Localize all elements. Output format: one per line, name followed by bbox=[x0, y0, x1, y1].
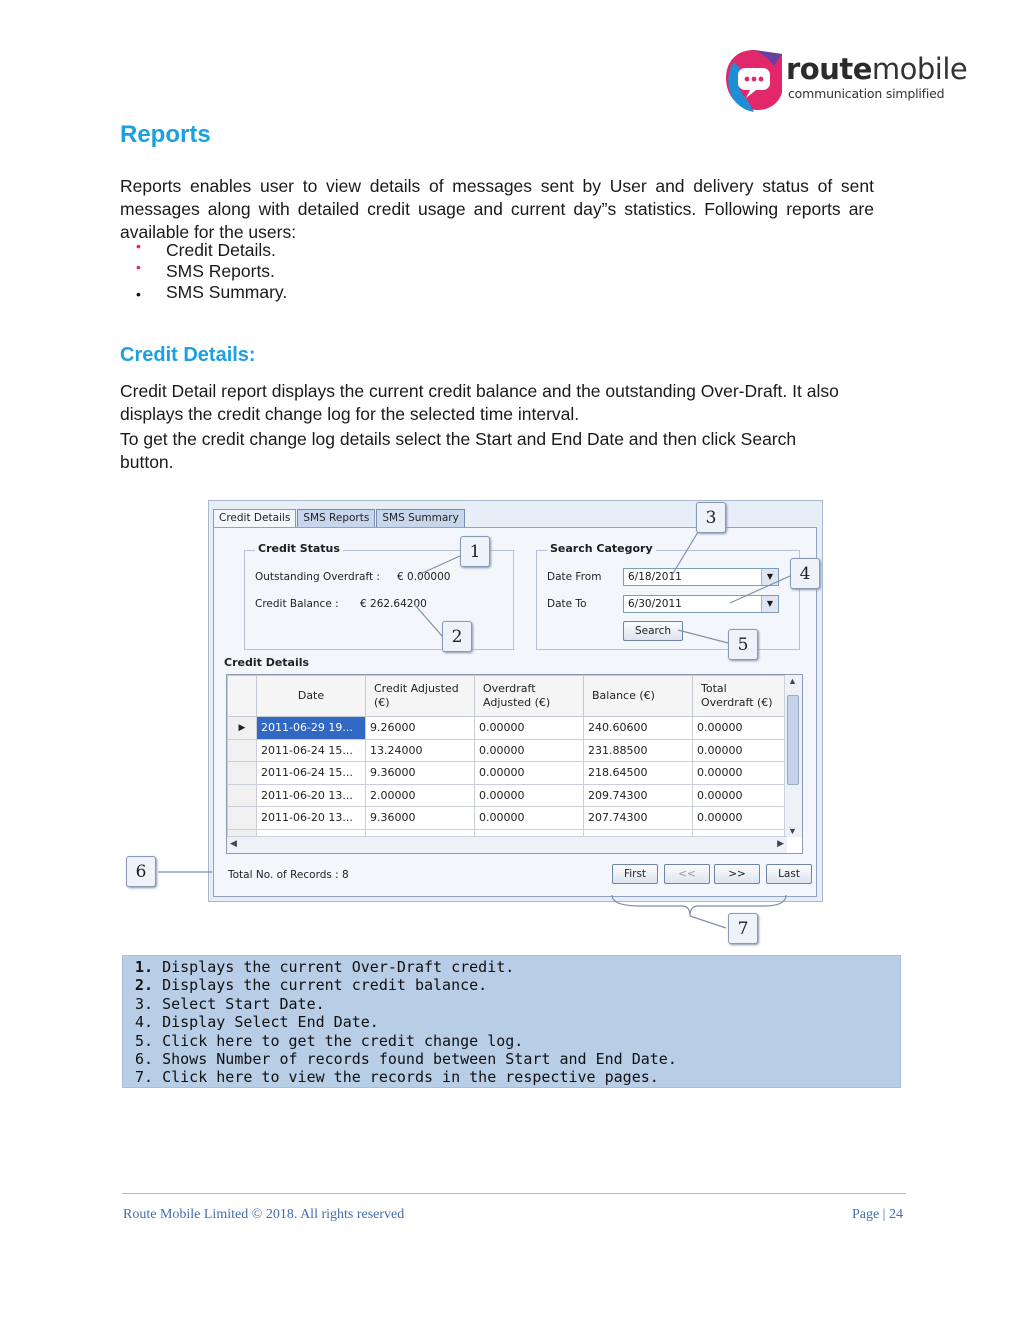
table-cell[interactable]: 13.24000 bbox=[366, 739, 475, 762]
table-cell[interactable]: 0.00000 bbox=[475, 739, 584, 762]
legend-line: 2. Displays the current credit balance. bbox=[135, 976, 488, 995]
callout-2: 2 bbox=[442, 621, 472, 652]
table-cell[interactable]: 218.64500 bbox=[584, 762, 693, 785]
next-page-button[interactable]: >> bbox=[714, 864, 760, 884]
date-from-label: Date From bbox=[547, 571, 602, 583]
tab-sms-summary[interactable]: SMS Summary bbox=[376, 509, 464, 528]
tab-sms-reports[interactable]: SMS Reports bbox=[297, 509, 375, 528]
callout-4: 4 bbox=[790, 558, 820, 589]
table-cell[interactable]: 0.00000 bbox=[693, 739, 786, 762]
bullet-icon: • bbox=[136, 259, 141, 275]
credit-details-heading: Credit Details: bbox=[120, 344, 256, 366]
credit-details-instructions: To get the credit change log details select the Start and End Date and then click Search button. bbox=[120, 429, 797, 472]
scroll-up-icon[interactable]: ▲ bbox=[788, 676, 797, 686]
table-cell[interactable]: 2011-06-29 19... bbox=[257, 717, 366, 740]
footer-page-number: Page | 24 bbox=[851, 1207, 903, 1222]
tab-credit-details[interactable]: Credit Details bbox=[213, 509, 296, 528]
last-page-button[interactable]: Last bbox=[766, 864, 812, 884]
table-cell[interactable]: 2.00000 bbox=[366, 784, 475, 807]
table-cell[interactable]: 9.26000 bbox=[366, 717, 475, 740]
callout-legend bbox=[122, 955, 901, 1088]
callout-7: 7 bbox=[728, 913, 758, 944]
callout-6: 6 bbox=[126, 856, 156, 887]
table-cell[interactable]: 0.00000 bbox=[475, 717, 584, 740]
legend-line: 7. Click here to view the records in the respective pages. bbox=[135, 1068, 659, 1087]
balance-label: Credit Balance : bbox=[255, 598, 339, 610]
table-cell[interactable]: 9.36000 bbox=[366, 762, 475, 785]
table-cell[interactable]: 207.74300 bbox=[584, 807, 693, 830]
footer-divider bbox=[122, 1193, 906, 1194]
table-cell[interactable]: 209.74300 bbox=[584, 784, 693, 807]
total-records: Total No. of Records : 8 bbox=[228, 869, 349, 881]
reports-heading: Reports bbox=[120, 121, 211, 148]
date-to-label: Date To bbox=[547, 598, 587, 610]
scroll-right-icon[interactable]: ▶ bbox=[777, 838, 784, 848]
list-item: • SMS Reports. bbox=[136, 259, 275, 281]
table-cell[interactable]: 9.36000 bbox=[366, 807, 475, 830]
credit-details-desc: Credit Detail report displays the current credit balance and the outstanding Over-Draft. It also displays the credit change log for the selected time interval. bbox=[120, 381, 839, 424]
scroll-down-icon[interactable]: ▼ bbox=[788, 826, 797, 836]
table-cell[interactable]: 0.00000 bbox=[475, 762, 584, 785]
column-header[interactable]: Balance (€) bbox=[584, 676, 693, 717]
table-cell[interactable]: 0.00000 bbox=[475, 807, 584, 830]
scroll-left-icon[interactable]: ◀ bbox=[230, 838, 237, 848]
balance-value: € 262.64200 bbox=[360, 598, 427, 610]
logo-tagline: communication simplified bbox=[788, 86, 945, 101]
column-header[interactable]: Date bbox=[257, 676, 366, 717]
bullet-icon: • bbox=[136, 238, 141, 254]
table-cell[interactable]: 240.60600 bbox=[584, 717, 693, 740]
callout-3: 3 bbox=[696, 502, 726, 533]
table-cell[interactable]: 0.00000 bbox=[693, 717, 786, 740]
list-item: • SMS Summary. bbox=[130, 282, 287, 303]
current-row-arrow-icon[interactable]: ▶ bbox=[228, 717, 257, 740]
table-cell[interactable]: 0.00000 bbox=[693, 762, 786, 785]
column-header[interactable]: Credit Adjusted (€) bbox=[366, 676, 475, 717]
grid-title: Credit Details bbox=[224, 656, 310, 669]
dropdown-arrow-icon[interactable]: ▼ bbox=[761, 569, 778, 585]
callout-1: 1 bbox=[460, 536, 490, 567]
search-button[interactable]: Search bbox=[623, 621, 683, 641]
logo-wordmark: routemobile bbox=[786, 52, 968, 86]
credit-status-title: Credit Status bbox=[255, 542, 343, 555]
bullet-icon: • bbox=[136, 286, 141, 302]
callout-5: 5 bbox=[728, 629, 758, 660]
dropdown-arrow-icon[interactable]: ▼ bbox=[761, 596, 778, 612]
date-from-picker[interactable]: 6/18/2011 ▼ bbox=[623, 568, 779, 586]
table-cell[interactable]: 2011-06-20 13... bbox=[257, 807, 366, 830]
reports-intro: Reports enables user to view details of messages sent by User and delivery status of sent messages along with detailed credit usage and current day”s statistics. Following reports are available for the users: bbox=[120, 176, 874, 242]
overdraft-label: Outstanding Overdraft : bbox=[255, 571, 380, 583]
column-header[interactable]: Total Overdraft (€) bbox=[693, 676, 786, 717]
table-cell[interactable]: 231.88500 bbox=[584, 739, 693, 762]
legend-line: 6. Shows Number of records found between Start and End Date. bbox=[135, 1050, 677, 1069]
search-category-title: Search Category bbox=[547, 542, 656, 555]
legend-line: 5. Click here to get the credit change log. bbox=[135, 1031, 524, 1050]
legend-line: 4. Display Select End Date. bbox=[135, 1013, 379, 1032]
footer-copyright: Route Mobile Limited © 2018. All rights reserved bbox=[123, 1207, 405, 1222]
table-cell[interactable]: 2011-06-24 15... bbox=[257, 739, 366, 762]
previous-page-button[interactable]: << bbox=[664, 864, 710, 884]
date-to-picker[interactable]: 6/30/2011 ▼ bbox=[623, 595, 779, 613]
legend-line: 1. Displays the current Over-Draft credit. bbox=[135, 958, 515, 976]
table-cell[interactable]: 0.00000 bbox=[475, 784, 584, 807]
list-item: • Credit Details. bbox=[136, 238, 276, 260]
legend-line: 3. Select Start Date. bbox=[135, 994, 325, 1013]
table-cell[interactable]: 0.00000 bbox=[693, 807, 786, 830]
table-cell[interactable]: 2011-06-20 13... bbox=[257, 784, 366, 807]
first-page-button[interactable]: First bbox=[612, 864, 658, 884]
overdraft-value: € 0.00000 bbox=[397, 571, 451, 583]
column-header[interactable]: Overdraft Adjusted (€) bbox=[475, 676, 584, 717]
table-cell[interactable]: 0.00000 bbox=[693, 784, 786, 807]
table-cell[interactable]: 2011-06-24 15... bbox=[257, 762, 366, 785]
